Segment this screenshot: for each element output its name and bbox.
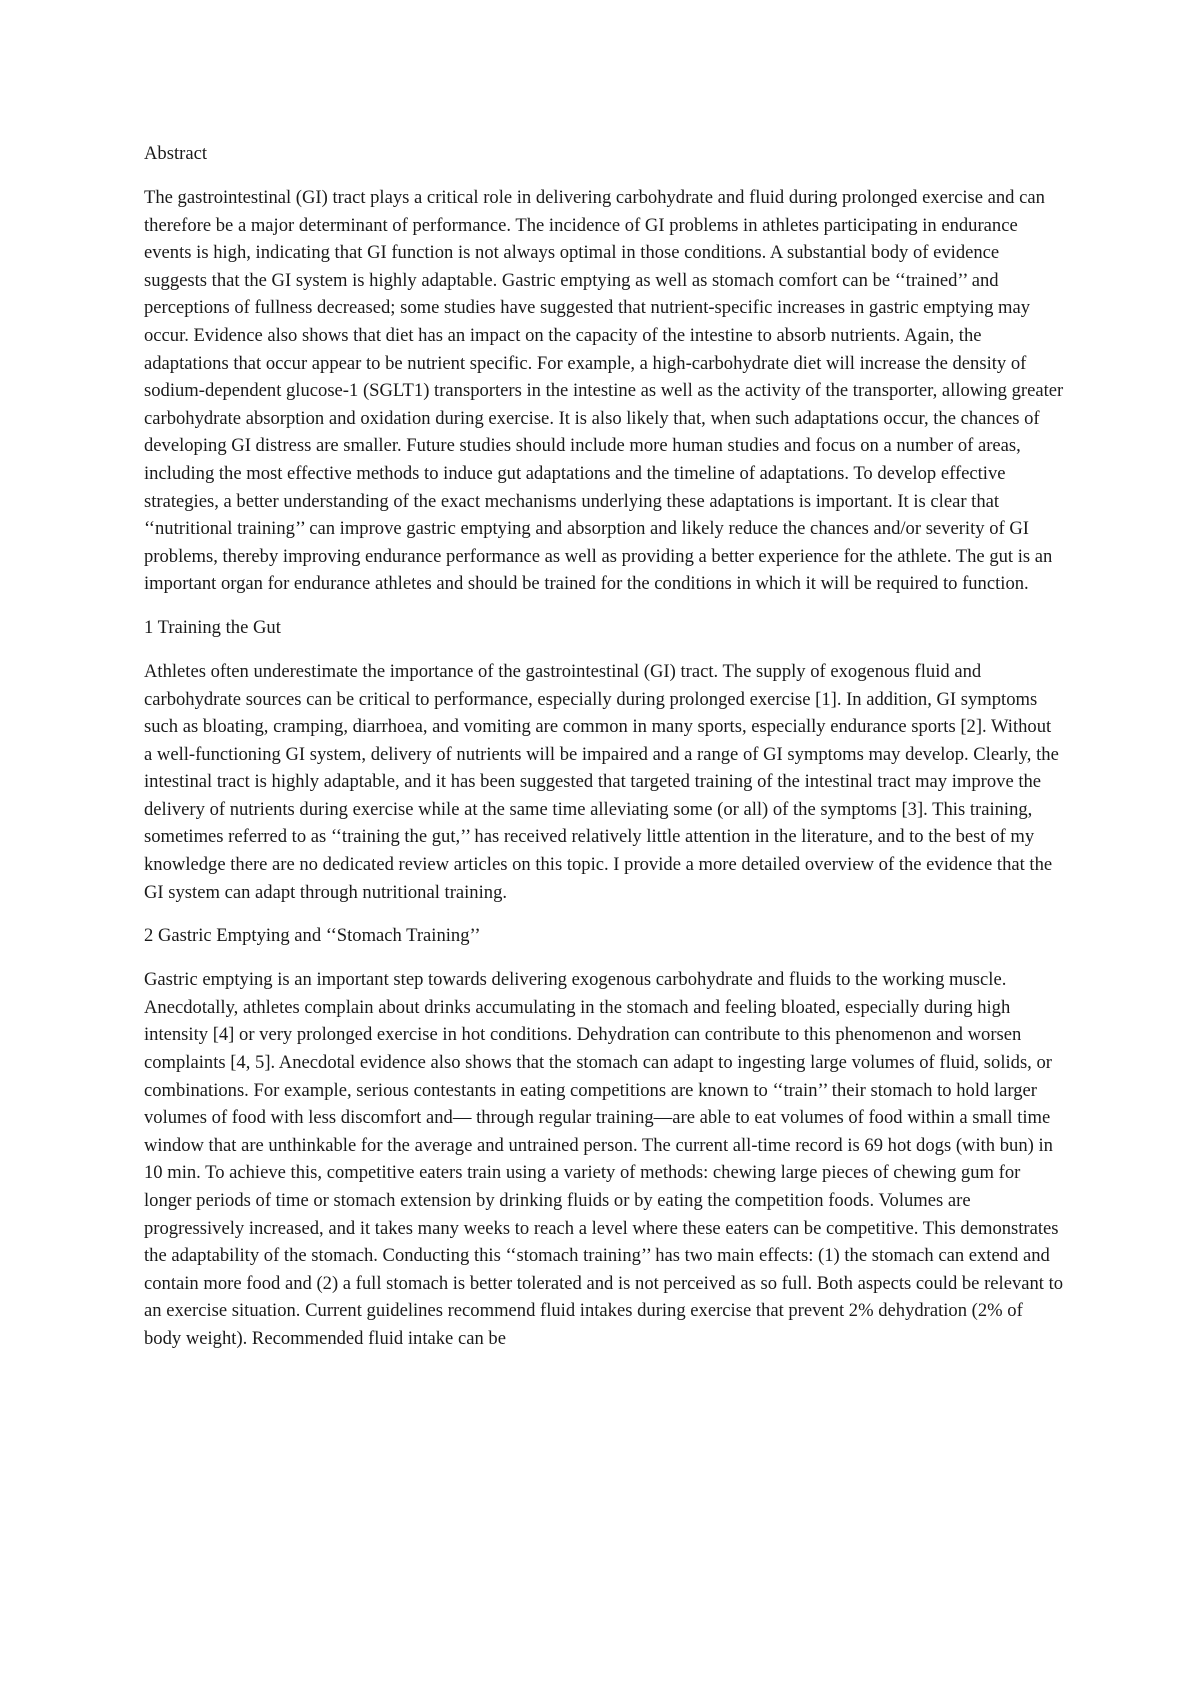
section2-heading: 2 Gastric Emptying and ‘‘Stomach Training’’ bbox=[144, 925, 481, 947]
section1-paragraph: Athletes often underestimate the importance of the gastrointestinal (GI) tract. The supply of exogenous fluid and carbohydrate sources can be critical to performance, especially during prolonged exercise [1]. In addition, GI symptoms such as bloating, cramping, diarrhoea, and vomiting are common in many sports, especially endurance sports [2]. Without a well-functioning GI system, delivery of nutrients will be impaired and a range of GI symptoms may develop. Clearly, the intestinal tract is highly adaptable, and it has been suggested that targeted training of the intestinal tract may improve the delivery of nutrients during exercise while at the same time alleviating some (or all) of the symptoms [3]. This training, sometimes referred to as ‘‘training the gut,’’ has received relatively little attention in the literature, and to the best of my knowledge there are no dedicated review articles on this topic. I provide a more detailed overview of the evidence that the GI system can adapt through nutritional training. bbox=[144, 660, 1059, 903]
section1-heading: 1 Training the Gut bbox=[144, 616, 281, 638]
abstract-heading: Abstract bbox=[144, 143, 207, 164]
section2-paragraph: Gastric emptying is an important step towards delivering exogenous carbohydrate and fluids to the working muscle. Anecdotally, athletes complain about drinks accumulating in the stomach and feeling bloated, especially during high intensity [4] or very prolonged exercise in hot conditions. Dehydration can contribute to this phenomenon and worsen complaints [4, 5]. Anecdotal evidence also shows that the stomach can adapt to ingesting large volumes of fluid, solids, or combinations. For example, serious contestants in eating competitions are known to ‘‘train’’ their stomach to hold larger volumes of food with less discomfort and— through regular training—are able to eat volumes of food within a small time window that are unthinkable for the average and untrained person. The current all-time record is 69 hot dogs (with bun) in 10 min. To achieve this, competitive eaters train using a variety of methods: chewing large pieces of chewing gum for longer periods of time or stomach extension by drinking fluids or by eating the competition foods. Volumes are progressively increased, and it takes many weeks to reach a level where these eaters can be competitive. This demonstrates the adaptability of the stomach. Conducting this ‘‘stomach training’’ has two main effects: (1) the stomach can extend and contain more food and (2) a full stomach is better tolerated and is not perceived as so full. Both aspects could be relevant to an exercise situation. Current guidelines recommend fluid intakes during exercise that prevent 2% dehydration (2% of body weight). Recommended fluid intake can be bbox=[144, 969, 1064, 1349]
abstract-paragraph: The gastrointestinal (GI) tract plays a critical role in delivering carbohydrate and fluid during prolonged exercise and can therefore be a major determinant of performance. The incidence of GI problems in athletes participating in endurance events is high, indicating that GI function is not always optimal in those conditions. A substantial body of evidence suggests that the GI system is highly adaptable. Gastric emptying as well as stomach comfort can be ‘‘trained’’ and perceptions of fullness decreased; some studies have suggested that nutrient-specific increases in gastric emptying may occur. Evidence also shows that diet has an impact on the capacity of the intestine to absorb nutrients. Again, the adaptations that occur appear to be nutrient specific. For example, a high-carbohydrate diet will increase the density of sodium-dependent glucose-1 (SGLT1) transporters in the intestine as well as the activity of the transporter, allowing greater carbohydrate absorption and oxidation during exercise. It is also likely that, when such adaptations occur, the chances of developing GI distress are smaller. Future studies should include more human studies and focus on a number of areas, including the most effective methods to induce gut adaptations and the timeline of adaptations. To develop effective strategies, a better understanding of the exact mechanisms underlying these adaptations is important. It is clear that ‘‘nutritional training’’ can improve gastric emptying and absorption and likely reduce the chances and/or severity of GI problems, thereby improving endurance performance as well as providing a better experience for the athlete. The gut is an important organ for endurance athletes and should be trained for the conditions in which it will be required to function. bbox=[144, 187, 1064, 595]
document-page bbox=[144, 140, 1064, 1369]
